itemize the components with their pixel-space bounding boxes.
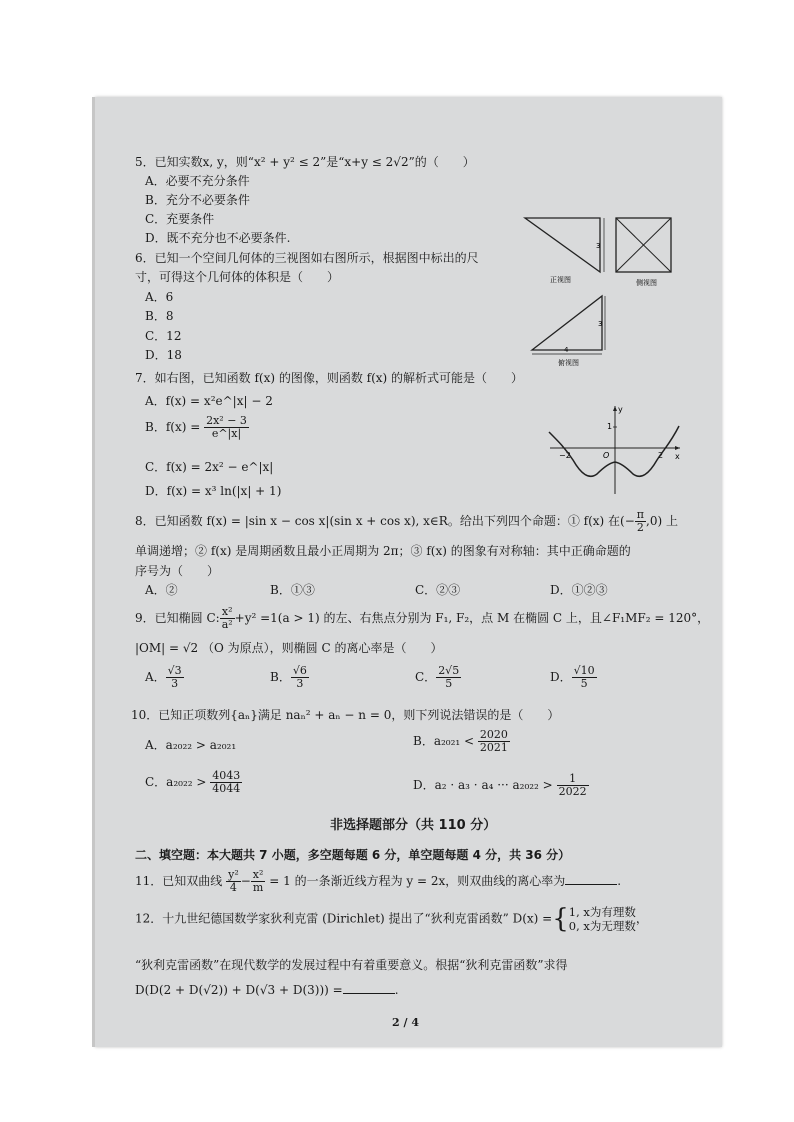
top-view-shape	[532, 296, 602, 350]
q8-option-a: A．②	[145, 583, 178, 597]
q6-stem-line2: 寸，可得这个几何体的体积是（ ）	[135, 270, 340, 284]
q12-brace: {	[552, 904, 569, 934]
q12-end: .	[394, 983, 399, 997]
q11-fraction-2	[251, 869, 266, 894]
q10-option-c-fraction	[210, 770, 242, 795]
q9-line2: |OM| = √2 （O 为原点），则椭圆 C 的离心率是（ ）	[135, 641, 443, 655]
q11-f2-den: m	[252, 881, 264, 894]
q9-option-d-fraction	[572, 665, 597, 690]
q10-option-b	[413, 729, 510, 754]
top-height-label: 3	[598, 320, 603, 328]
q8-option-c: C．②③	[415, 583, 461, 597]
q8-line3: 序号为（ ）	[135, 564, 220, 578]
q10-option-c-den: 4044	[212, 782, 241, 795]
q8-line1-b: ,0) 上	[646, 514, 678, 528]
section-title: 非选择题部分（共 110 分）	[330, 818, 497, 833]
part2-header: 二、填空题：本大题共 7 小题，多空题每题 6 分，单空题每题 4 分，共 36 分）	[135, 848, 571, 862]
top-width-label: 4	[564, 346, 569, 354]
q12-case-irrational: 0, x为无理数	[568, 919, 636, 933]
q12-answer-blank[interactable]	[343, 981, 395, 994]
q12-case-rational: 1, x为有理数	[568, 905, 636, 919]
q11-f1-num: y²	[228, 868, 239, 881]
q10-option-d-den: 2022	[558, 785, 587, 798]
x-tick-pos-label: 2	[658, 451, 664, 460]
x-axis-label: x	[675, 452, 680, 461]
q7-option-b-label: B．f(x) =	[145, 420, 201, 434]
q9-option-c-label: C．	[415, 670, 437, 684]
y-axis-arrow	[613, 406, 617, 411]
q10-option-c-label: C．a₂₀₂₂ >	[145, 775, 207, 789]
q6-stem-line1: 6．已知一个空间几何体的三视图如右图所示，根据图中标出的尺	[135, 251, 479, 265]
q10-option-c	[145, 770, 242, 795]
q11-fraction-1	[226, 869, 241, 894]
y-tick-label: 1	[607, 422, 613, 431]
q10-option-b-den: 2021	[479, 741, 508, 754]
q11-text-b: = 1 的一条渐近线方程为 y = 2x，则双曲线的离心率为	[269, 874, 566, 888]
q10-option-a: A．a₂₀₂₂ > a₂₀₂₁	[145, 738, 237, 752]
q9-option-d-label: D．	[550, 670, 572, 684]
q9-ellipse-fraction	[220, 606, 235, 631]
q8-line1	[135, 509, 678, 534]
q9-option-a	[145, 665, 184, 690]
q12-cases	[569, 905, 636, 933]
function-graph	[545, 402, 685, 497]
q8-line2: 单调递增；② f(x) 是周期函数且最小正周期为 2π；③ f(x) 的图象有对称轴：其中正确命题的	[135, 544, 631, 558]
q10-stem: 10．已知正项数列{aₙ}满足 naₙ² + aₙ − n = 0，则下列说法错误的是（ ）	[131, 708, 560, 722]
q9-option-c-num: 2√5	[438, 664, 460, 677]
q12-expression: D(D(2 + D(√2)) + D(√3 + D(3))) =	[135, 983, 343, 997]
top-view-label: 俯视图	[558, 359, 579, 367]
q5-stem: 5．已知实数x, y，则“x² + y² ≤ 2”是“x+y ≤ 2√2”的（ ）	[135, 155, 475, 169]
q9-option-b-num: √6	[292, 664, 307, 677]
q9-frac-den: a²	[221, 618, 233, 631]
q10-option-c-num: 4043	[212, 769, 241, 782]
q12-comma: ，	[635, 911, 648, 926]
q6-option-c: C．12	[145, 329, 182, 343]
side-view-label: 侧视图	[636, 279, 657, 287]
q9-option-a-den: 3	[171, 677, 179, 690]
q11-f2-num: x²	[252, 868, 264, 881]
q8-option-d: D．①②③	[550, 583, 608, 597]
q5-option-d: D．既不充分也不必要条件.	[145, 231, 291, 245]
q9-frac-num: x²	[220, 606, 235, 619]
q10-option-d	[413, 773, 589, 798]
q8-frac-den: 2	[636, 521, 644, 534]
q8-line1-a: 8．已知函数 f(x) = |sin x − cos x|(sin x + cos x), x∈R。给出下列四个命题：① f(x) 在(−	[135, 514, 635, 528]
q9-option-d-num: √10	[573, 664, 595, 677]
q9-option-a-fraction	[166, 665, 184, 690]
three-views-figure	[520, 212, 720, 370]
q9-line1-b: +y² =1(a > 1) 的左、右焦点分别为 F₁, F₂，点 M 在椭圆 C 上，且∠F₁MF₂ = 120°，	[234, 611, 710, 625]
q7-option-c: C．f(x) = 2x² − e^|x|	[145, 460, 274, 474]
q12-line2: “狄利克雷函数”在现代数学的发展过程中有着重要意义。根据“狄利克雷函数”求得	[135, 958, 568, 972]
origin-label: O	[603, 451, 610, 460]
q6-option-a: A．6	[145, 290, 174, 304]
q6-option-b: B．8	[145, 309, 174, 323]
q6-option-d: D．18	[145, 348, 182, 362]
front-height-label: 3	[596, 242, 601, 250]
q9-option-a-num: √3	[167, 664, 182, 677]
q9-line1-a: 9．已知椭圆 C:	[135, 611, 220, 625]
q7-option-d: D．f(x) = x³ ln(|x| + 1)	[145, 484, 282, 498]
q10-option-d-label: D．a₂ · a₃ · a₄ ··· a₂₀₂₂ >	[413, 778, 553, 792]
q9-option-d	[550, 665, 597, 690]
q12-line1	[135, 905, 648, 933]
q7-option-b-fraction	[204, 415, 249, 440]
q11-f1-den: 4	[229, 881, 237, 894]
front-view-label: 正视图	[550, 276, 571, 284]
q10-option-b-label: B．a₂₀₂₁ <	[413, 734, 475, 748]
q9-option-c-fraction	[436, 665, 461, 690]
q9-option-b-den: 3	[296, 677, 304, 690]
q8-frac-num: π	[636, 508, 644, 521]
q10-option-d-num: 1	[557, 773, 589, 786]
q11-end: .	[617, 874, 622, 888]
x-axis-arrow	[675, 446, 680, 450]
q7-option-b	[145, 415, 249, 440]
q7-option-b-den: e^|x|	[211, 427, 242, 440]
q11-answer-blank[interactable]	[565, 872, 617, 885]
front-view-shape	[525, 218, 600, 272]
q9-option-c-den: 5	[445, 677, 453, 690]
q10-option-b-num: 2020	[479, 728, 508, 741]
q5-option-b: B．充分不必要条件	[145, 193, 250, 207]
q9-option-d-den: 5	[580, 677, 588, 690]
q9-option-b-label: B．	[270, 670, 291, 684]
y-axis-label: y	[618, 405, 623, 414]
q9-option-c	[415, 665, 461, 690]
q7-stem: 7．如右图，已知函数 f(x) 的图像，则函数 f(x) 的解析式可能是（ ）	[135, 371, 524, 385]
x-tick-neg-label: −2	[559, 451, 571, 460]
q7-option-b-num: 2x² − 3	[206, 414, 247, 427]
q10-option-d-fraction	[557, 773, 589, 798]
q8-option-b: B．①③	[270, 583, 315, 597]
q9-option-b	[270, 665, 309, 690]
q5-option-a: A．必要不充分条件	[145, 174, 250, 188]
q7-option-a: A．f(x) = x²e^|x| − 2	[145, 394, 273, 408]
q8-pi-fraction	[635, 509, 646, 534]
q9-line1	[135, 606, 709, 631]
q12-line3	[135, 981, 399, 998]
page-number: 2 / 4	[392, 1016, 419, 1029]
q11-minus: −	[240, 874, 251, 888]
q9-option-b-fraction	[291, 665, 309, 690]
q9-option-a-label: A．	[145, 670, 166, 684]
q10-option-b-fraction	[478, 729, 510, 754]
q5-option-c: C．充要条件	[145, 212, 215, 226]
q11-line	[135, 869, 621, 894]
exam-paper	[95, 97, 722, 1047]
q12-text-a: 12．十九世纪德国数学家狄利克雷 (Dirichlet) 提出了“狄利克雷函数” D(x) =	[135, 911, 553, 926]
q11-text-a: 11．已知双曲线	[135, 874, 223, 888]
